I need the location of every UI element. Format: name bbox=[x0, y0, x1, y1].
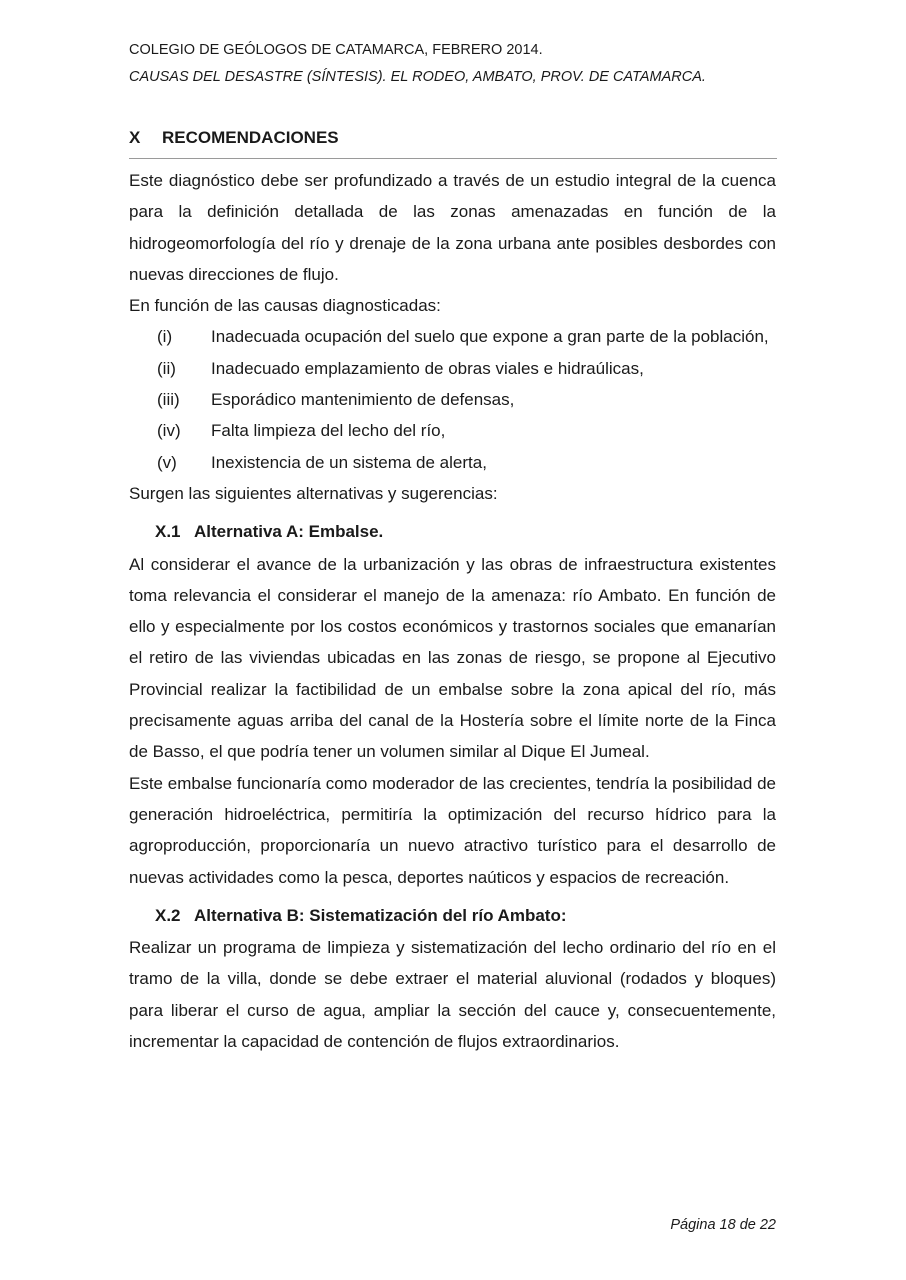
section-number: X bbox=[129, 128, 141, 147]
page-number: Página 18 de 22 bbox=[670, 1217, 776, 1233]
list-marker: (v) bbox=[157, 452, 177, 472]
causes-list bbox=[129, 321, 776, 477]
list-item bbox=[129, 353, 776, 384]
intro-paragraph: Este diagnóstico debe ser profundizado a través de un estudio integral de la cuenca para la definición detallada de las zonas amenazadas en función de la hidrogeomorfología del río y drenaje de la zona urbana ante posibles desbordes con nuevas direcciones de flujo. bbox=[129, 171, 776, 284]
list-item bbox=[129, 384, 776, 415]
section-title: RECOMENDACIONES bbox=[162, 128, 339, 147]
subsection-number: X.2 bbox=[155, 905, 181, 925]
subsection-heading-a bbox=[129, 516, 776, 547]
subsection-number: X.1 bbox=[155, 522, 181, 542]
subsection-heading-b bbox=[129, 900, 776, 931]
list-item bbox=[129, 321, 776, 352]
list-item-text: Inexistencia de un sistema de alerta, bbox=[211, 452, 487, 472]
subsection-title: Alternativa B: Sistematización del río Ambato: bbox=[194, 905, 567, 925]
list-item-text: Falta limpieza del lecho del río, bbox=[211, 421, 446, 441]
list-item-text: Esporádico mantenimiento de defensas, bbox=[211, 390, 515, 410]
section-body bbox=[129, 165, 776, 1057]
subsection-title: Alternativa A: Embalse. bbox=[194, 522, 384, 542]
alt-a-paragraph-2: Este embalse funcionaría como moderador de las crecientes, tendría la posibilidad de generación hidroeléctrica, permitiría la optimización del recurso hídrico para la agroproducción, proporcionaría un nuevo atractivo turístico para el desarrollo de nuevas actividades como la pesca, deportes naúticos y espacios de recreación. bbox=[129, 773, 776, 887]
section-divider bbox=[129, 158, 777, 159]
list-marker: (iii) bbox=[157, 390, 180, 410]
list-item bbox=[129, 447, 776, 478]
list-marker: (iv) bbox=[157, 421, 181, 441]
section-heading bbox=[129, 128, 339, 148]
alt-b-paragraph-1: Realizar un programa de limpieza y sistematización del lecho ordinario del río en el tramo de la villa, donde se debe extraer el material aluvional (rodados y bloques) para liberar el curso de agua, ampliar la sección del cauce y, consecuentemente, incrementar la capacidad de contención de flujos extraordinarios. bbox=[129, 938, 776, 1052]
causes-lead: En función de las causas diagnosticadas: bbox=[129, 296, 441, 316]
list-marker: (i) bbox=[157, 327, 173, 347]
list-item-text: Inadecuada ocupación del suelo que expone a gran parte de la población, bbox=[211, 327, 769, 347]
header-institution: COLEGIO DE GEÓLOGOS DE CATAMARCA, FEBRERO 2014. bbox=[129, 42, 543, 58]
header-document-title: CAUSAS DEL DESASTRE (SÍNTESIS). EL RODEO, AMBATO, PROV. DE CATAMARCA. bbox=[129, 69, 706, 85]
list-marker: (ii) bbox=[157, 358, 176, 378]
alternatives-lead: Surgen las siguientes alternativas y sugerencias: bbox=[129, 483, 498, 503]
alt-a-paragraph-1: Al considerar el avance de la urbanización y las obras de infraestructura existentes toma relevancia el considerar el manejo de la amenaza: río Ambato. En función de ello y especialmente por los costos económicos y trastornos sociales que emanarían el retiro de las viviendas ubicadas en las zonas de riesgo, se propone al Ejecutivo Provincial realizar la factibilidad de un embalse sobre la zona apical del río, más precisamente aguas arriba del canal de la Hostería sobre el límite norte de la Finca de Basso, el que podría tener un volumen similar al Dique El Jumeal. bbox=[129, 554, 776, 762]
list-item-text: Inadecuado emplazamiento de obras viales e hidraúlicas, bbox=[211, 358, 644, 378]
list-item bbox=[129, 415, 776, 446]
